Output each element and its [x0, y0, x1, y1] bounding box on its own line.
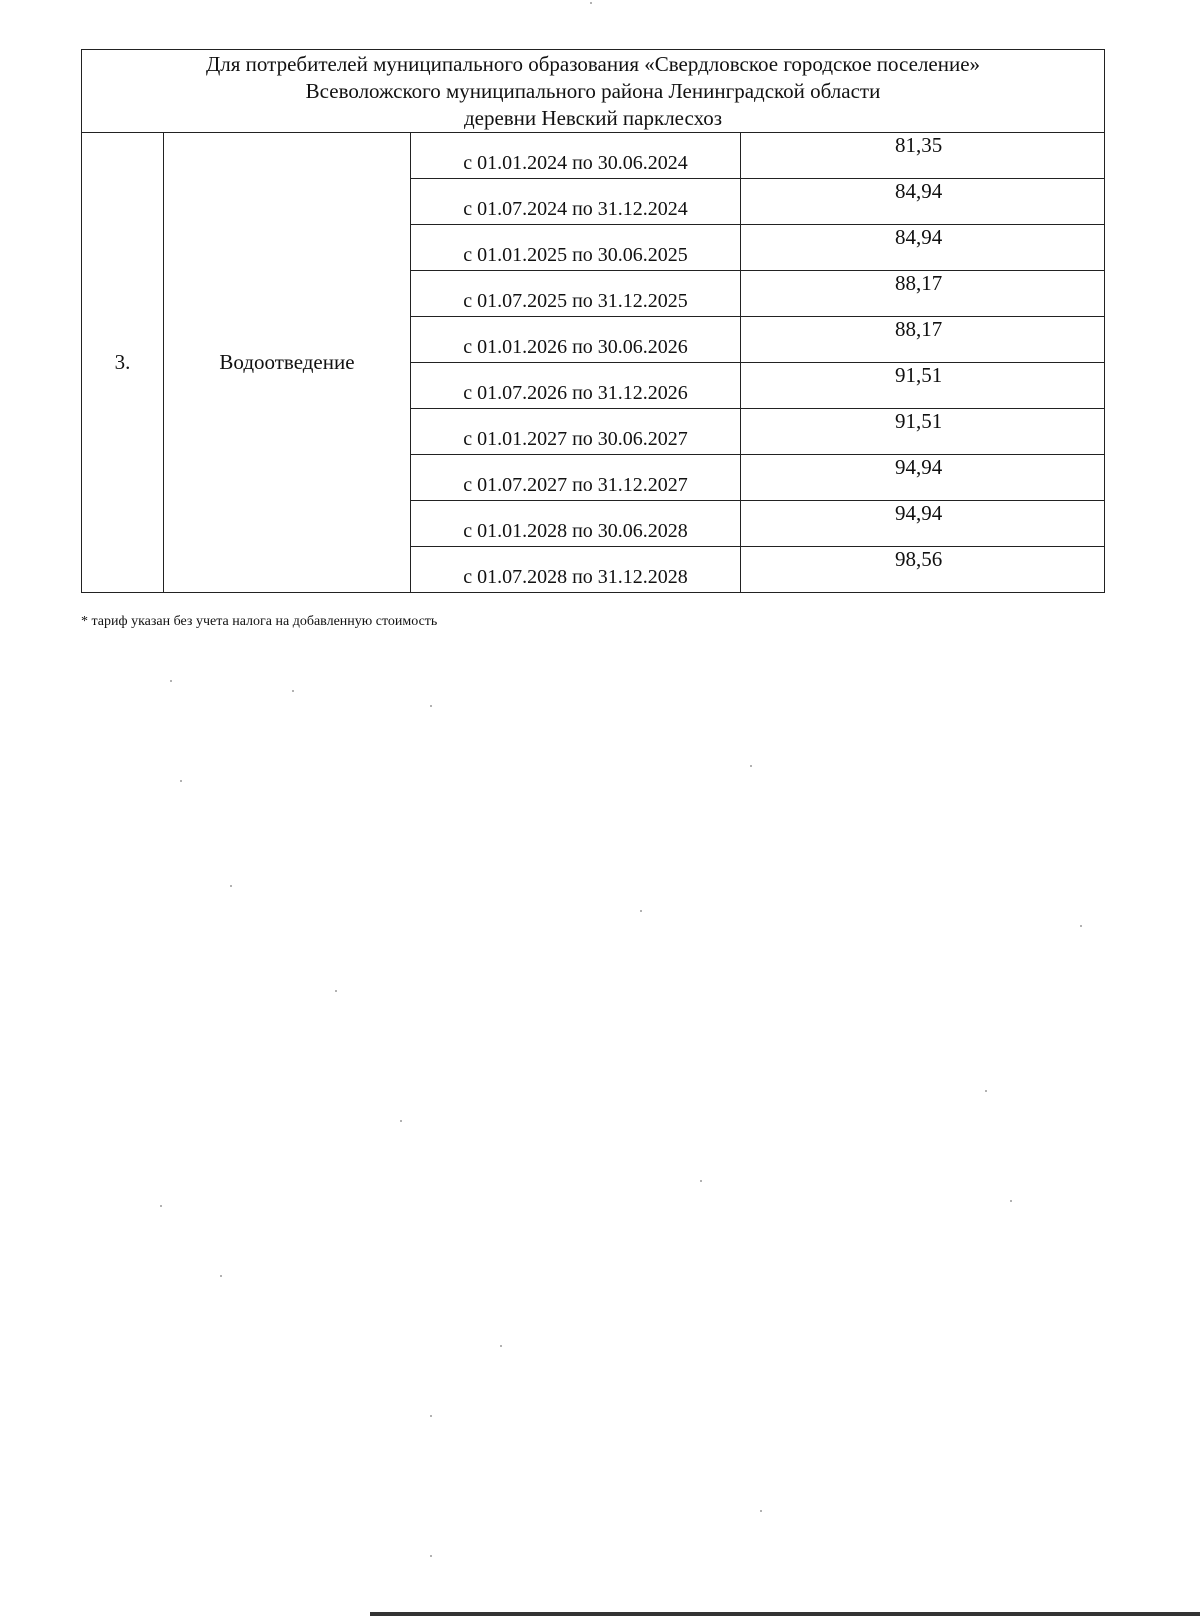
- scan-speck: [400, 1120, 402, 1122]
- tariff-value-cell: [741, 271, 1105, 317]
- scan-speck: [750, 765, 752, 767]
- scan-speck: [292, 690, 294, 692]
- scan-edge-line: [370, 1612, 1200, 1616]
- tariff-value-cell: [741, 409, 1105, 455]
- period-cell: с 01.01.2027 по 30.06.2027: [411, 409, 741, 455]
- scan-speck: [1010, 1200, 1012, 1202]
- header-line-2: Всеволожского муниципального района Ленинградской области: [305, 78, 881, 103]
- scan-speck: [180, 780, 182, 782]
- scan-speck: [985, 1090, 987, 1092]
- row-number: 3.: [82, 133, 164, 593]
- scan-speck: [430, 705, 432, 707]
- scan-speck: [590, 2, 592, 4]
- scan-speck: [230, 885, 232, 887]
- footnote: * тариф указан без учета налога на добавленную стоимость: [81, 614, 438, 629]
- table-header: [82, 50, 1105, 133]
- scan-speck: [335, 990, 337, 992]
- table-row: [82, 133, 1105, 179]
- scan-speck: [430, 1415, 432, 1417]
- scan-speck: [760, 1510, 762, 1512]
- header-line-1: Для потребителей муниципального образования «Свердловское городское поселение»: [205, 51, 981, 76]
- tariff-value: 91,51: [895, 363, 943, 387]
- period-cell: с 01.01.2028 по 30.06.2028: [411, 501, 741, 547]
- period-cell: с 01.07.2024 по 31.12.2024: [411, 179, 741, 225]
- service-name: Водоотведение: [164, 133, 411, 593]
- tariff-value: 84,94: [895, 179, 943, 203]
- tariff-value: 84,94: [895, 225, 943, 249]
- tariff-value-cell: [741, 133, 1105, 179]
- tariff-value: 88,17: [895, 271, 943, 295]
- period-cell: с 01.07.2028 по 31.12.2028: [411, 547, 741, 593]
- tariff-value-cell: [741, 179, 1105, 225]
- tariff-value-cell: [741, 363, 1105, 409]
- period-cell: с 01.07.2027 по 31.12.2027: [411, 455, 741, 501]
- tariff-value: 91,51: [895, 409, 943, 433]
- period-cell: с 01.07.2025 по 31.12.2025: [411, 271, 741, 317]
- tariff-value-cell: [741, 547, 1105, 593]
- table-header-row: [82, 50, 1105, 133]
- scan-speck: [430, 1555, 432, 1557]
- tariff-value-cell: [741, 225, 1105, 271]
- period-cell: с 01.01.2025 по 30.06.2025: [411, 225, 741, 271]
- tariff-value: 94,94: [895, 455, 943, 479]
- tariff-table: [81, 49, 1105, 593]
- period-cell: с 01.01.2026 по 30.06.2026: [411, 317, 741, 363]
- tariff-value: 81,35: [895, 133, 943, 157]
- scan-speck: [1080, 925, 1082, 927]
- scan-speck: [220, 1275, 222, 1277]
- scan-speck: [160, 1205, 162, 1207]
- scan-speck: [500, 1345, 502, 1347]
- tariff-value: 88,17: [895, 317, 943, 341]
- tariff-value-cell: [741, 455, 1105, 501]
- header-line-3: деревни Невский парклесхоз: [463, 105, 723, 130]
- scan-speck: [700, 1180, 702, 1182]
- period-cell: с 01.07.2026 по 31.12.2026: [411, 363, 741, 409]
- tariff-value-cell: [741, 317, 1105, 363]
- period-cell: с 01.01.2024 по 30.06.2024: [411, 133, 741, 179]
- scan-speck: [640, 910, 642, 912]
- tariff-value-cell: [741, 501, 1105, 547]
- tariff-value: 98,56: [895, 547, 943, 571]
- scan-speck: [170, 680, 172, 682]
- tariff-value: 94,94: [895, 501, 943, 525]
